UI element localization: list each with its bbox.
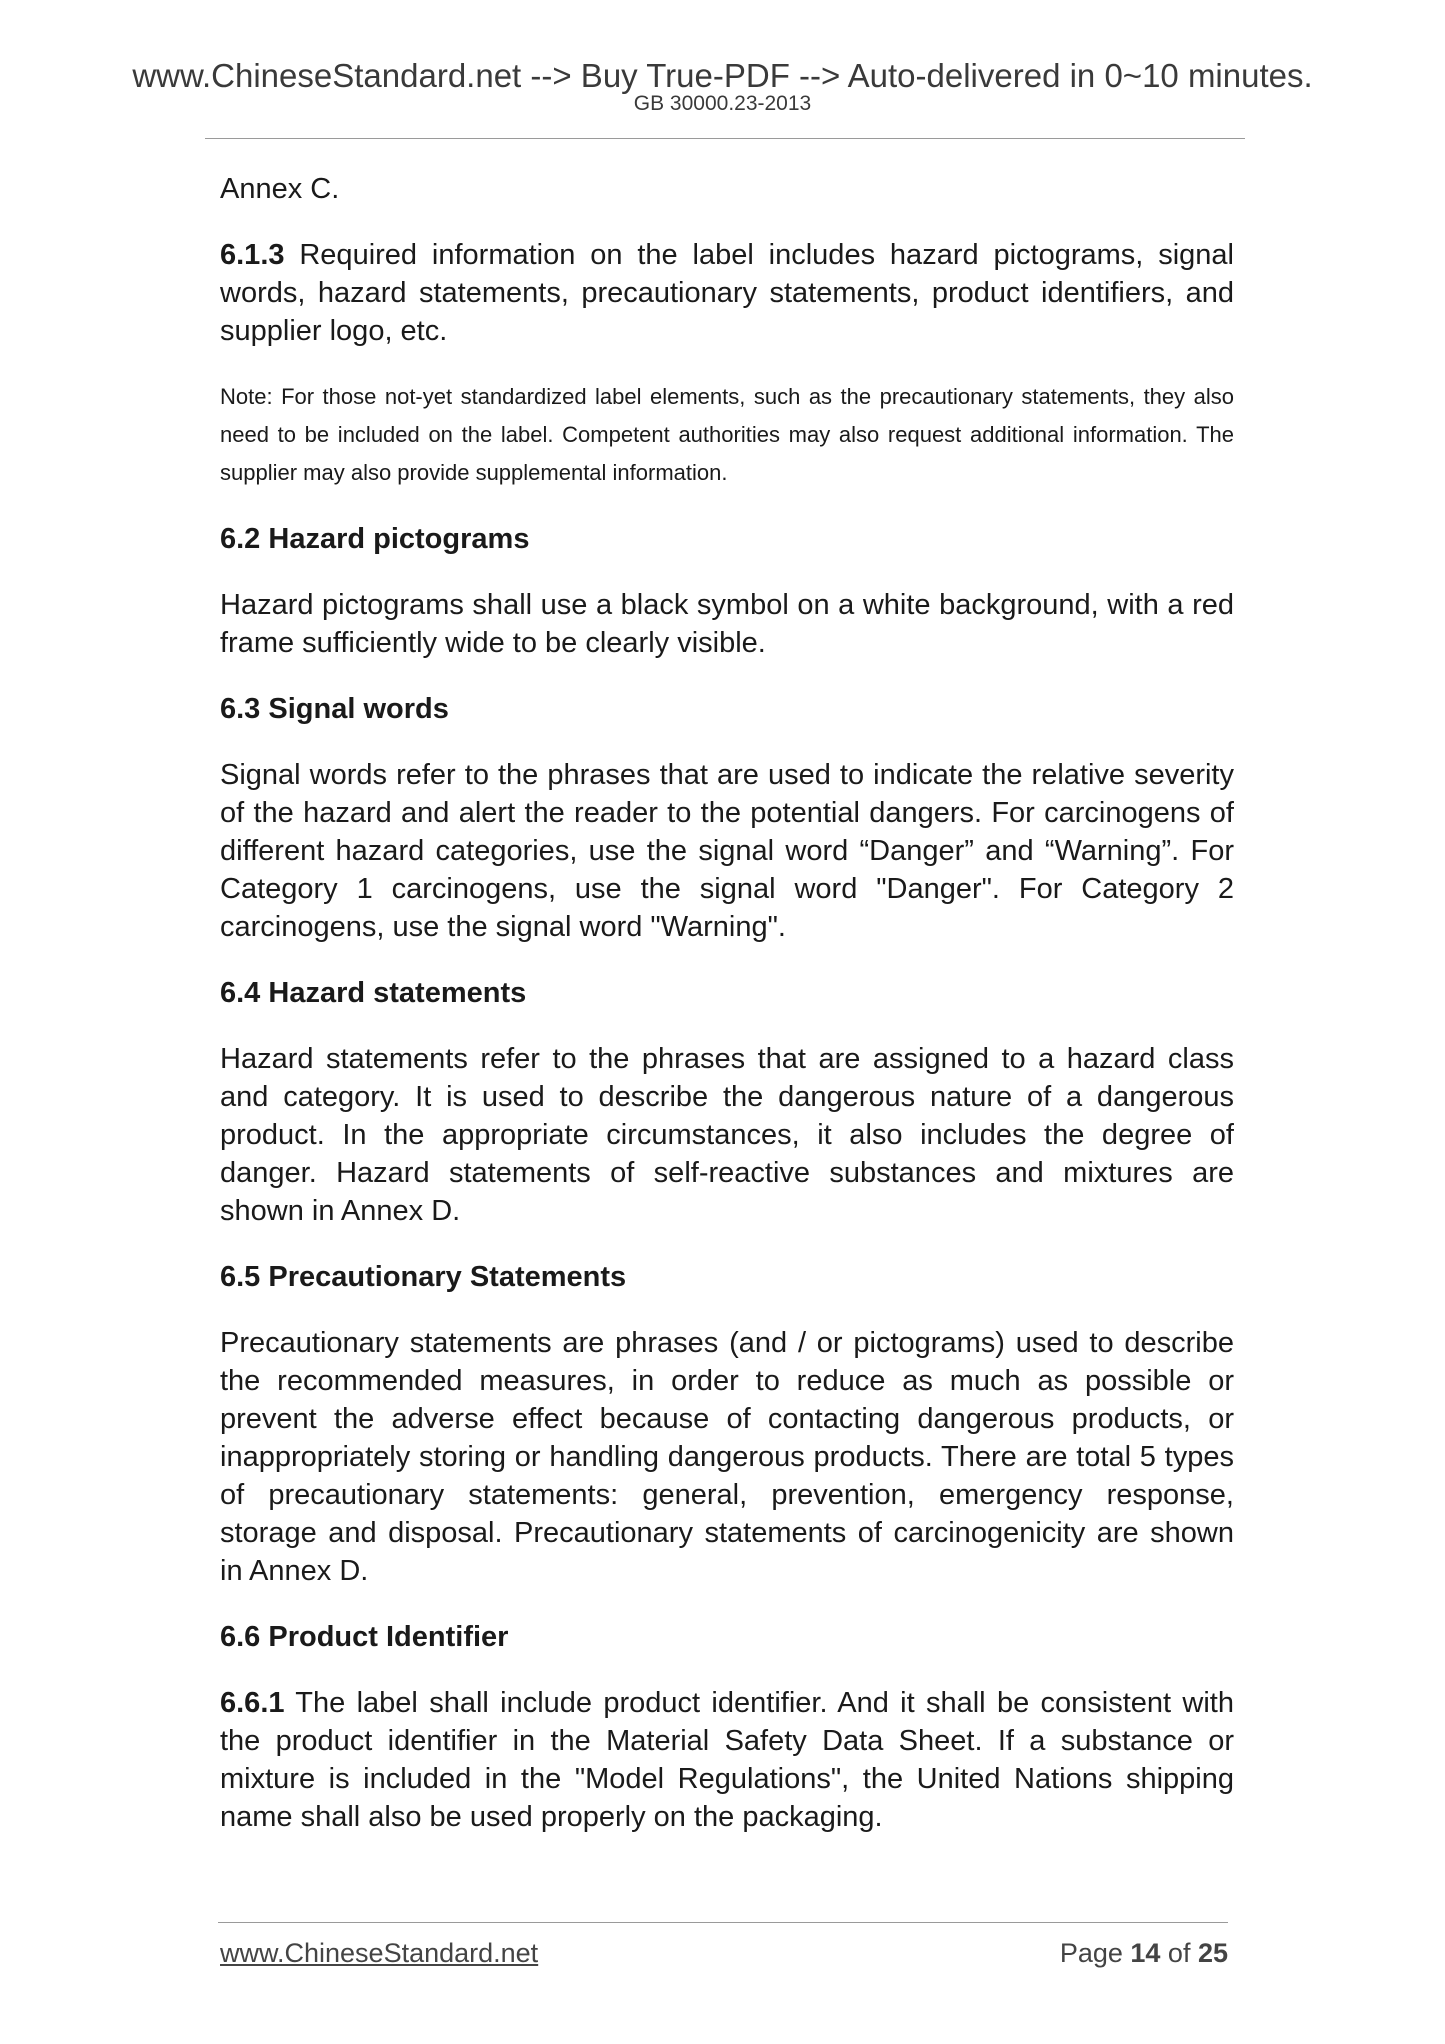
page-indicator (1060, 1937, 1228, 1969)
total-page-count: 25 (1197, 1938, 1228, 1968)
section-heading-6-6: 6.6 Product Identifier (220, 1621, 509, 1653)
section-heading-6-3: 6.3 Signal words (220, 693, 449, 725)
note-paragraph: Note: For those not-yet standardized label elements, such as the precautionary statements, they also need to be included on the label. Competent authorities may also request additional information. The supplier may also provide supplemental information. (220, 384, 1234, 485)
clause-text: The label shall include product identifier. And it shall be consistent with the product identifier in the Material Safety Data Sheet. If a substance or mixture is included in the "Model Regulations", the United Nations shipping name shall also be used properly on the packaging. (220, 1687, 1234, 1833)
section-heading-6-2: 6.2 Hazard pictograms (220, 523, 530, 555)
page-content (220, 170, 1234, 1836)
footer-divider (218, 1922, 1228, 1923)
footer-website-link[interactable]: www.ChineseStandard.net (220, 1938, 539, 1968)
clause-6-6-1 (220, 1684, 1234, 1836)
paragraph-6-2: Hazard pictograms shall use a black symbol on a white background, with a red frame sufficiently wide to be clearly visible. (220, 589, 1234, 659)
annex-ref-paragraph: Annex C. (220, 173, 340, 205)
page-of-label: of (1160, 1938, 1198, 1968)
page-label: Page (1059, 1938, 1131, 1968)
clause-number: 6.1.3 (220, 239, 285, 271)
clause-6-1-3 (220, 236, 1234, 350)
section-heading-6-5: 6.5 Precautionary Statements (220, 1261, 627, 1293)
paragraph-6-4: Hazard statements refer to the phrases that are assigned to a hazard class and category. It is used to describe the dangerous nature of a dangerous product. In the appropriate circumstances, it also includes the degree of danger. Hazard statements of self-reactive substances and mixtures are shown in Annex D. (220, 1043, 1234, 1227)
header-divider (205, 138, 1245, 139)
section-heading-6-4: 6.4 Hazard statements (220, 977, 527, 1009)
top-banner[interactable]: www.ChineseStandard.net --> Buy True-PDF --> Auto-delivered in 0~10 minutes. (132, 57, 1313, 94)
current-page-number: 14 (1130, 1938, 1161, 1968)
clause-text: Required information on the label includes hazard pictograms, signal words, hazard statements, precautionary statements, product identifiers, and supplier logo, etc. (220, 239, 1234, 347)
paragraph-6-5: Precautionary statements are phrases (and / or pictograms) used to describe the recommended measures, in order to reduce as much as possible or prevent the adverse effect because of contacting dangerous products, or inappropriately storing or handling dangerous products. There are total 5 types of precautionary statements: general, prevention, emergency response, storage and disposal. Precautionary statements of carcinogenicity are shown in Annex D. (220, 1327, 1234, 1587)
document-code: GB 30000.23-2013 (633, 92, 812, 115)
paragraph-6-3: Signal words refer to the phrases that are used to indicate the relative severity of the hazard and alert the reader to the potential dangers. For carcinogens of different hazard categories, use the signal word “Danger” and “Warning”. For Category 1 carcinogens, use the signal word "Danger". For Category 2 carcinogens, use the signal word "Warning". (220, 759, 1234, 943)
clause-number: 6.6.1 (220, 1687, 285, 1719)
